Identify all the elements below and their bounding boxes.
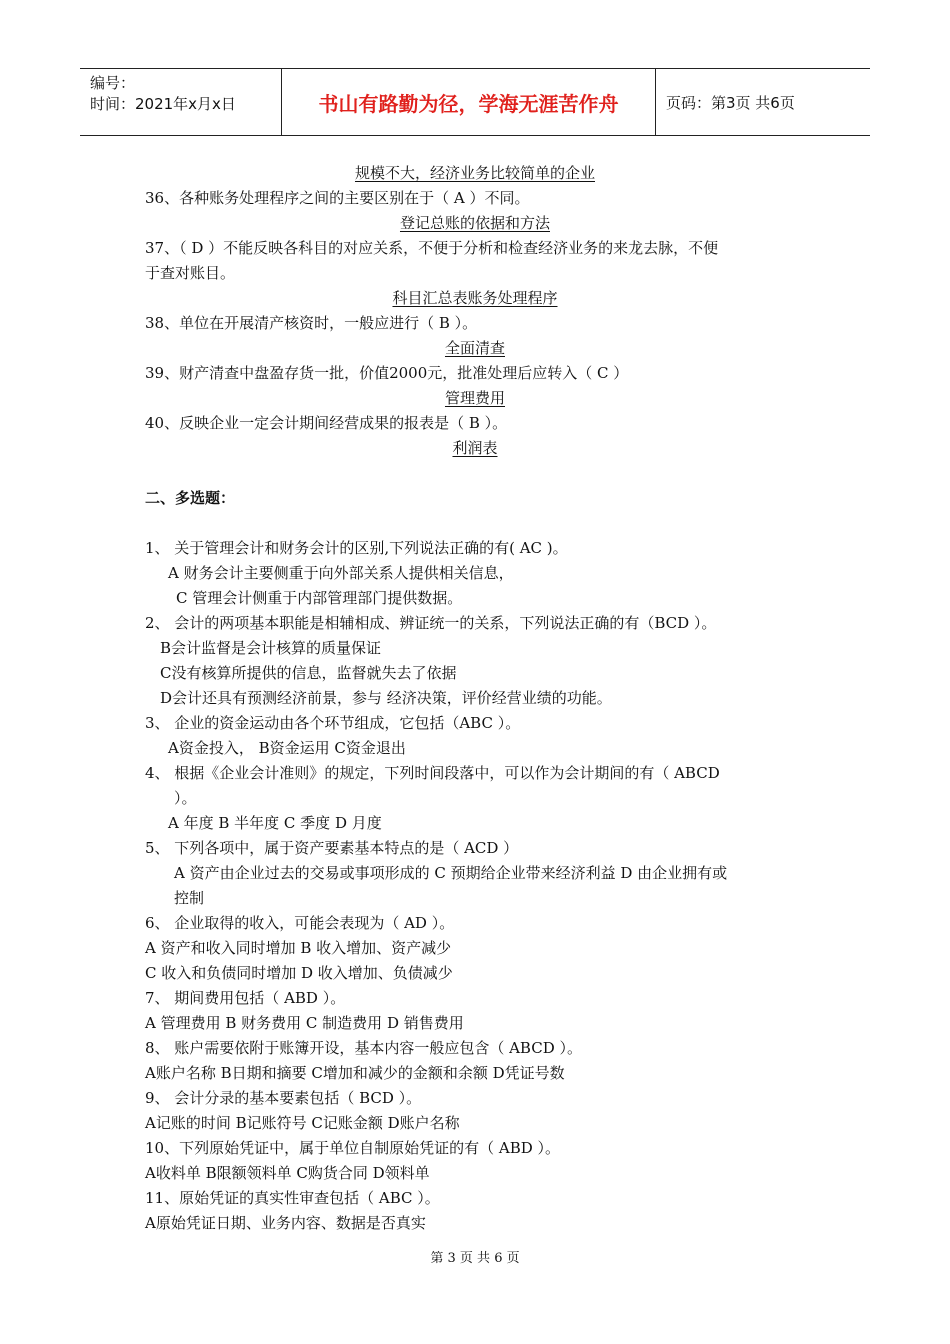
question-line: 6、 企业取得的收入，可能会表现为（ AD ）。 [145, 914, 455, 932]
question-line: 40、反映企业一定会计期间经营成果的报表是（ B ）。 [145, 414, 508, 432]
question-line: 39、财产清查中盘盈存货一批，价值2000元，批准处理后应转入（ C ） [145, 364, 629, 382]
option-line: C没有核算所提供的信息，监督就失去了依据 [160, 664, 457, 682]
option-line: 控制 [174, 889, 205, 907]
question-line: A记账的时间 B记账符号 C记账金额 D账户名称 [145, 1114, 460, 1132]
option-line: ）。 [174, 789, 197, 807]
answer-line: 登记总账的依据和方法 [399, 214, 550, 232]
question-line: C 收入和负债同时增加 D 收入增加、负债减少 [145, 964, 453, 982]
answer-line: 管理费用 [444, 389, 505, 407]
question-line: 5、 下列各项中，属于资产要素基本特点的是（ ACD ） [145, 839, 519, 857]
answer-line: 利润表 [452, 439, 498, 457]
question-line: 36、各种账务处理程序之间的主要区别在于（ A ）不同。 [145, 189, 530, 207]
answer-line: 科目汇总表账务处理程序 [392, 289, 558, 307]
question-line: 7、 期间费用包括（ ABD ）。 [145, 989, 346, 1007]
page-header [80, 68, 870, 136]
question-line: A 资产和收入同时增加 B 收入增加、资产减少 [145, 939, 452, 957]
question-line: A收料单 B限额领料单 C购货合同 D领料单 [145, 1164, 430, 1182]
option-line: D会计还具有预测经济前景，参与 经济决策，评价经营业绩的功能。 [160, 689, 612, 707]
question-line: 10、下列原始凭证中，属于单位自制原始凭证的有（ ABD ）。 [145, 1139, 561, 1157]
number-label: 编号： [90, 74, 136, 92]
page-footer: 第 3 页 共 6 页 [430, 1251, 520, 1266]
question-line: 9、 会计分录的基本要素包括（ BCD ）。 [145, 1089, 422, 1107]
question-line: A账户名称 B日期和摘要 C增加和减少的金额和余额 D凭证号数 [145, 1064, 565, 1082]
question-line: 38、单位在开展清产核资时，一般应进行（ B ）。 [145, 314, 478, 332]
question-line: 2、 会计的两项基本职能是相辅相成、辨证统一的关系，下列说法正确的有（BCD ）。 [145, 614, 717, 632]
header-meta [80, 69, 282, 135]
header-page-code: 页码：第3页 共6页 [666, 93, 795, 112]
option-line: A 财务会计主要侧重于向外部关系人提供相关信息， [168, 564, 514, 582]
option-line: A 资产由企业过去的交易或事项形成的 C 预期给企业带来经济利益 D 由企业拥有或 [174, 864, 728, 882]
question-line: A 管理费用 B 财务费用 C 制造费用 D 销售费用 [145, 1014, 464, 1032]
option-line: B会计监督是会计核算的质量保证 [160, 639, 382, 657]
option-line: C 管理会计侧重于内部管理部门提供数据。 [176, 589, 463, 607]
question-line: 4、 根据《企业会计准则》的规定，下列时间段落中，可以作为会计期间的有（ ABCD [145, 764, 720, 782]
option-line: A 年度 B 半年度 C 季度 D 月度 [168, 814, 382, 832]
question-line: 1、 关于管理会计和财务会计的区别,下列说法正确的有( AC )。 [145, 539, 568, 557]
answer-line: 全面清查 [444, 339, 505, 357]
question-line: 3、 企业的资金运动由各个环节组成，它包括（ABC ）。 [145, 714, 521, 732]
option-line: A资金投入， B资金运用 C资金退出 [168, 739, 406, 757]
section-heading: 二、多选题： [145, 489, 236, 507]
question-line: 37、（ D ）不能反映各科目的对应关系，不便于分析和检查经济业务的来龙去脉，不便 [145, 239, 719, 257]
question-line: 8、 账户需要依附于账簿开设，基本内容一般应包含（ ABCD ）。 [145, 1039, 582, 1057]
question-line: 11、原始凭证的真实性审查包括（ ABC ）。 [145, 1189, 440, 1207]
question-line: A原始凭证日期、业务内容、数据是否真实 [145, 1214, 426, 1232]
header-motto: 书山有路勤为径，学海无涯苦作舟 [282, 69, 656, 135]
question-line: 于查对账目。 [145, 264, 236, 282]
answer-line: 规模不大，经济业务比较简单的企业 [354, 164, 595, 182]
time-label: 时间：2021年x月x日 [90, 95, 236, 113]
